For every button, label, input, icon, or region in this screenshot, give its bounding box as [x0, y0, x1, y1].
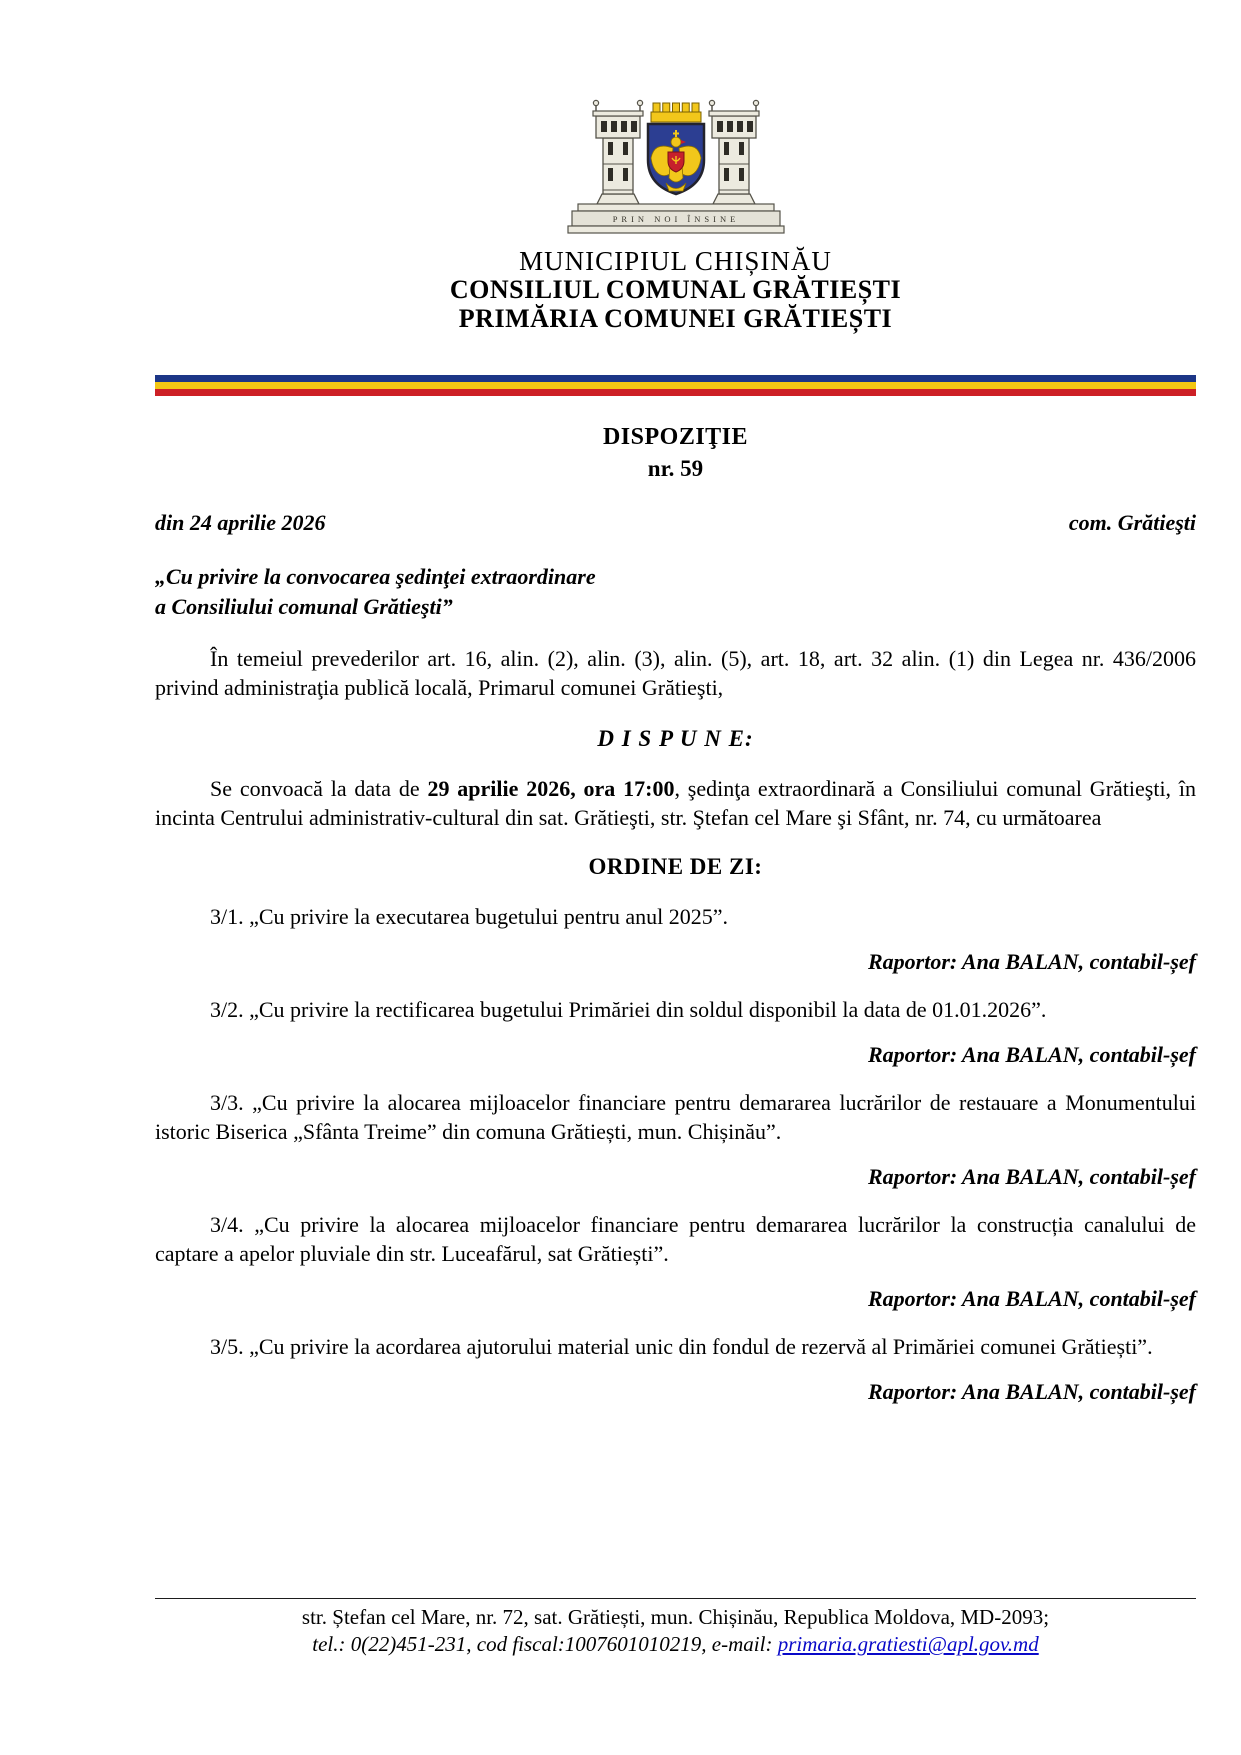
- document-date: din 24 aprilie 2026: [155, 510, 326, 536]
- convocation-datetime: 29 aprilie 2026, ora 17:00: [427, 775, 675, 801]
- agenda-item-1-raportor: Raportor: Ana BALAN, contabil-șef: [868, 948, 1196, 974]
- convocation-text-after: , şedinţa extraordinară a Consiliului comunal Grătieşti, în incinta Centrului administrativ-cultural din sat. Grătieşti, str. Ştefan cel Mare şi Sfânt, nr. 74, cu următoarea: [155, 775, 1196, 830]
- agenda-item-4: 3/4. „Cu privire la alocarea mijloacelor financiare pentru demararea lucrărilor la construcția canalului de captare a apelor pluviale din str. Luceafărul, sat Grătiești”.: [155, 1212, 1196, 1267]
- coat-of-arms-wrap: [155, 86, 1196, 243]
- chisinau-coat-of-arms: [554, 86, 798, 238]
- meta-row: [155, 510, 1196, 536]
- council-title: CONSILIUL COMUNAL GRĂTIEȘTI: [449, 275, 902, 305]
- subject-line-2: a Consiliului comunal Grătieşti”: [155, 594, 453, 620]
- agenda-item-2-raportor: Raportor: Ana BALAN, contabil-șef: [868, 1041, 1196, 1067]
- footer-contact-text: tel.: 0(22)451-231, cod fiscal:1007601010219, e-mail:: [312, 1632, 778, 1657]
- footer-address: str. Ștefan cel Mare, nr. 72, sat. Grătiești, mun. Chișinău, Republica Moldova, MD-2093;: [301, 1605, 1050, 1629]
- document-place: com. Grătieşti: [1068, 510, 1196, 536]
- document-footer: [155, 1598, 1196, 1659]
- convocation-paragraph: [155, 774, 1196, 832]
- primaria-title: PRIMĂRIA COMUNEI GRĂTIEȘTI: [458, 303, 893, 333]
- document-number: nr. 59: [647, 455, 704, 481]
- agenda-item-5: 3/5. „Cu privire la acordarea ajutorului material unic din fondul de rezervă al Primăriei comunei Grătiești”.: [210, 1334, 1153, 1360]
- convocation-text-before: Se convoacă la data de: [210, 775, 428, 801]
- agenda-item-4-raportor: Raportor: Ana BALAN, contabil-șef: [868, 1286, 1196, 1312]
- tricolor-yellow-stripe: [155, 382, 1196, 389]
- dispune-heading: D I S P U N E:: [597, 725, 754, 751]
- agenda-item-3-raportor: Raportor: Ana BALAN, contabil-șef: [868, 1164, 1196, 1189]
- agenda-item-1: 3/1. „Cu privire la executarea bugetului pentru anul 2025”.: [210, 903, 729, 929]
- tricolor-red-stripe: [155, 389, 1196, 396]
- document-type-title: DISPOZIŢIE: [602, 424, 749, 451]
- municipality-title: MUNICIPIUL CHIȘINĂU: [519, 246, 832, 276]
- subject-line-1: „Cu privire la convocarea şedinţei extraordinare: [155, 564, 596, 590]
- agenda-item-3: 3/3. „Cu privire la alocarea mijloacelor financiare pentru demararea lucrărilor de restauare a Monumentului istoric Biserica „Sfânta Treime” din comuna Grătiești, mun. Chișinău”.: [155, 1089, 1196, 1144]
- agenda-item-2: 3/2. „Cu privire la rectificarea bugetului Primăriei din soldul disponibil la data de 01.01.2026”.: [210, 996, 1047, 1022]
- footer-contact-line: [155, 1631, 1196, 1658]
- agenda-item-5-raportor: Raportor: Ana BALAN, contabil-șef: [868, 1379, 1196, 1405]
- tricolor-blue-stripe: [155, 375, 1196, 382]
- preamble-paragraph: În temeiul prevederilor art. 16, alin. (2), alin. (3), alin. (5), art. 18, art. 32 alin. (1) din Legea nr. 436/2006 privind administraţia publică locală, Primarul comunei Grătieşti,: [155, 645, 1196, 700]
- tricolor-divider: [155, 375, 1196, 396]
- footer-email-link[interactable]: primaria.gratiesti@apl.gov.md: [777, 1632, 1039, 1657]
- document-subject: [155, 562, 1196, 621]
- emblem-motto-text: PRIN NOI ÎNSINE: [612, 214, 739, 224]
- agenda-heading: ORDINE DE ZI:: [588, 853, 763, 879]
